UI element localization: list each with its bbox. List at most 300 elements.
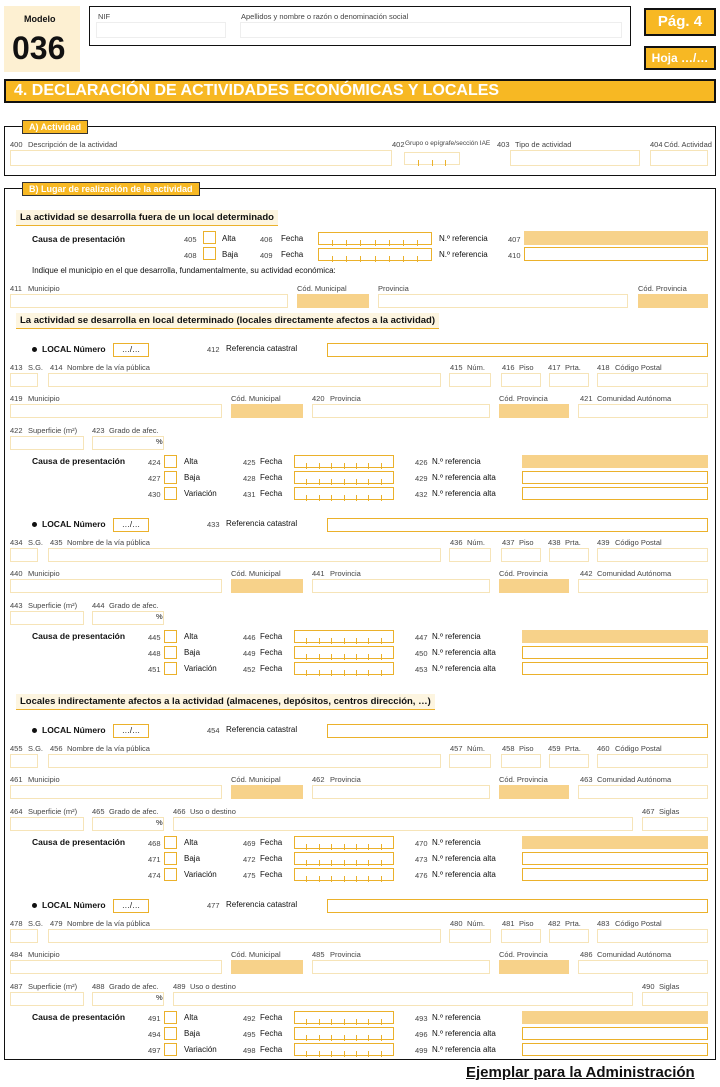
local3-prta-field[interactable] <box>549 754 589 768</box>
local1-n-rv: 432 <box>415 490 428 499</box>
local3-sg-label: S.G. <box>28 744 44 753</box>
local4-nref-variacion-field[interactable] <box>522 1043 708 1056</box>
local1-n-sg: 413 <box>10 363 23 372</box>
local3-siglas-label: Siglas <box>659 807 680 816</box>
local4-codmun-field[interactable] <box>231 960 303 974</box>
local4-cp-label: Código Postal <box>615 919 662 928</box>
local3-n-grado: 465 <box>92 807 105 816</box>
local4-codprov-field[interactable] <box>499 960 569 974</box>
local1-n-refcat: 412 <box>207 345 220 354</box>
fuera-codprov-label: Cód. Provincia <box>638 284 687 293</box>
local3-grado-field[interactable] <box>92 817 164 831</box>
local4-title: LOCAL Número <box>42 900 106 910</box>
local1-codmun-field[interactable] <box>231 404 303 418</box>
local1-variacion-label: Variación <box>184 489 217 498</box>
local1-codprov-field[interactable] <box>499 404 569 418</box>
fuera-codprov-field[interactable] <box>638 294 708 308</box>
local3-codprov-field[interactable] <box>499 785 569 799</box>
grupo-label: Grupo o epígrafe/sección IAE <box>405 140 491 147</box>
fuera-municipio-label: Municipio <box>28 284 60 293</box>
local3-cp-label: Código Postal <box>615 744 662 753</box>
local2-fecha-alta-field[interactable] <box>294 630 394 643</box>
n404: 404 <box>650 140 663 149</box>
local3-provincia-field[interactable] <box>312 785 490 799</box>
local4-grado-field[interactable] <box>92 992 164 1006</box>
local2-refcat-label: Referencia catastral <box>226 519 298 528</box>
local4-n-rv: 499 <box>415 1046 428 1055</box>
local3-sup-label: Superficie (m²) <box>28 807 78 816</box>
local1-num-label: Núm. <box>467 363 485 372</box>
local1-fecha-alta-label: Fecha <box>260 457 283 466</box>
local4-sg-label: S.G. <box>28 919 44 928</box>
local2-nref-alta-label: N.º referencia <box>432 632 481 641</box>
local1-n-fv: 431 <box>243 490 256 499</box>
local4-siglas-label: Siglas <box>659 982 680 991</box>
local3-superficie-field[interactable] <box>10 817 84 831</box>
local2-grado-field[interactable] <box>92 611 164 625</box>
local1-num-field[interactable] <box>449 373 491 387</box>
local4-n-cp: 483 <box>597 919 610 928</box>
local1-codprov-label: Cód. Provincia <box>499 394 548 403</box>
local2-nref-alta-field[interactable] <box>522 630 708 643</box>
local1-baja-checkbox[interactable] <box>164 471 177 484</box>
local2-n-fv: 452 <box>243 665 256 674</box>
local4-fecha-variacion-field[interactable] <box>294 1043 394 1056</box>
local4-siglas-field[interactable] <box>642 992 708 1006</box>
local2-sg-label: S.G. <box>28 538 44 547</box>
local4-baja-label: Baja <box>184 1029 201 1038</box>
local3-sg-field[interactable] <box>10 754 38 768</box>
local1-fecha-baja-label: Fecha <box>260 473 283 482</box>
local1-nref-baja-field[interactable] <box>522 471 708 484</box>
local4-n-alta: 491 <box>148 1014 161 1023</box>
fuera-causa-label: Causa de presentación <box>32 234 126 244</box>
fuera-baja-checkbox[interactable] <box>203 247 216 260</box>
fuera-fecha-alta-label: Fecha <box>281 234 304 243</box>
local2-provincia-field[interactable] <box>312 579 490 593</box>
local4-codprov-label: Cód. Provincia <box>499 950 548 959</box>
local4-n-siglas: 490 <box>642 982 655 991</box>
local3-n-siglas: 467 <box>642 807 655 816</box>
local2-n-piso: 437 <box>502 538 515 547</box>
local2-baja-checkbox[interactable] <box>164 646 177 659</box>
local1-piso-field[interactable] <box>501 373 541 387</box>
local2-baja-label: Baja <box>184 648 201 657</box>
local2-n-sup: 443 <box>10 601 23 610</box>
fuera-baja-label: Baja <box>222 250 239 259</box>
local1-nref-baja-label: N.º referencia alta <box>432 473 496 482</box>
local2-refcat-field[interactable] <box>327 518 708 532</box>
local2-prta-label: Prta. <box>565 538 581 547</box>
local4-piso-field[interactable] <box>501 929 541 943</box>
local1-n-cp: 418 <box>597 363 610 372</box>
local3-n-fv: 475 <box>243 871 256 880</box>
fuera-provincia-label: Provincia <box>378 284 409 293</box>
n411: 411 <box>10 284 22 293</box>
local3-n-sup: 464 <box>10 807 23 816</box>
local1-sg-label: S.G. <box>28 363 44 372</box>
local1-n-piso: 416 <box>502 363 515 372</box>
local3-n-rb: 473 <box>415 855 428 864</box>
local2-municipio-field[interactable] <box>10 579 222 593</box>
grupo-field[interactable] <box>404 152 460 165</box>
cod-field[interactable] <box>650 150 708 166</box>
desc-label: Descripción de la actividad <box>28 140 118 149</box>
fuera-nref-baja-label: N.º referencia <box>439 250 488 259</box>
local2-piso-label: Piso <box>519 538 534 547</box>
local3-variacion-label: Variación <box>184 870 217 879</box>
local4-alta-label: Alta <box>184 1013 198 1022</box>
fuera-indique-text: Indique el municipio en el que desarrolla, fundamentalmente, su actividad económica: <box>32 266 336 275</box>
local2-title: LOCAL Número <box>42 519 106 529</box>
local1-variacion-checkbox[interactable] <box>164 487 177 500</box>
local1-n-ccaa: 421 <box>580 394 593 403</box>
local3-n-ccaa: 463 <box>580 775 593 784</box>
local4-refcat-field[interactable] <box>327 899 708 913</box>
local2-n-refcat: 433 <box>207 520 220 529</box>
local1-n-ra: 426 <box>415 458 428 467</box>
local2-sup-label: Superficie (m²) <box>28 601 78 610</box>
fuera-codmun-field[interactable] <box>297 294 369 308</box>
local4-n-via: 479 <box>50 919 63 928</box>
local4-n-grado: 488 <box>92 982 105 991</box>
local2-ccaa-field[interactable] <box>578 579 708 593</box>
local3-uso-field[interactable] <box>173 817 633 831</box>
local3-prta-label: Prta. <box>565 744 581 753</box>
local3-n-via: 456 <box>50 744 63 753</box>
local1-nref-alta-label: N.º referencia <box>432 457 481 466</box>
local2-nref-variacion-label: N.º referencia alta <box>432 664 496 673</box>
local1-baja-label: Baja <box>184 473 201 482</box>
local1-n-alta: 424 <box>148 458 161 467</box>
fuera-nref-baja-field[interactable] <box>524 247 708 261</box>
local2-sg-field[interactable] <box>10 548 38 562</box>
actividad-tab: A) Actividad <box>22 120 88 134</box>
local1-title: LOCAL Número <box>42 344 106 354</box>
local4-uso-field[interactable] <box>173 992 633 1006</box>
local2-codprov-label: Cód. Provincia <box>499 569 548 578</box>
local4-via-field[interactable] <box>48 929 441 943</box>
local3-n-cp: 460 <box>597 744 610 753</box>
local4-n-var: 497 <box>148 1046 161 1055</box>
local1-n-via: 414 <box>50 363 63 372</box>
local4-superficie-field[interactable] <box>10 992 84 1006</box>
local1-refcat-label: Referencia catastral <box>226 344 298 353</box>
local3-codprov-label: Cód. Provincia <box>499 775 548 784</box>
n403: 403 <box>497 140 510 149</box>
local4-n-fa: 492 <box>243 1014 256 1023</box>
local3-n-prta: 459 <box>548 744 561 753</box>
local3-num-field[interactable] <box>449 754 491 768</box>
local2-n-ccaa: 442 <box>580 569 593 578</box>
local3-n-mun: 461 <box>10 775 23 784</box>
local3-alta-label: Alta <box>184 838 198 847</box>
local1-ccaa-field[interactable] <box>578 404 708 418</box>
local2-superficie-field[interactable] <box>10 611 84 625</box>
local3-municipio-field[interactable] <box>10 785 222 799</box>
local2-variacion-checkbox[interactable] <box>164 662 177 675</box>
bullet-icon <box>32 522 37 527</box>
local1-cp-label: Código Postal <box>615 363 662 372</box>
local3-nref-baja-label: N.º referencia alta <box>432 854 496 863</box>
local4-num-field[interactable] <box>449 929 491 943</box>
local1-number-pill[interactable]: …/… <box>113 343 149 357</box>
local1-grado-label: Grado de afec. <box>109 426 159 435</box>
local2-n-via: 435 <box>50 538 63 547</box>
desc-field[interactable] <box>10 150 392 166</box>
local3-nref-variacion-field[interactable] <box>522 868 708 881</box>
local2-n-rv: 453 <box>415 665 428 674</box>
local4-n-sup: 487 <box>10 982 23 991</box>
local-title: La actividad se desarrolla en local determinado (locales directamente afectos a la actividad) <box>16 313 439 329</box>
local4-fecha-baja-label: Fecha <box>260 1029 283 1038</box>
local3-n-prov: 462 <box>312 775 325 784</box>
fuera-nref-alta-field[interactable] <box>524 231 708 245</box>
local2-fecha-baja-label: Fecha <box>260 648 283 657</box>
local4-n-prov: 485 <box>312 950 325 959</box>
local3-baja-label: Baja <box>184 854 201 863</box>
local1-prta-label: Prta. <box>565 363 581 372</box>
local2-alta-label: Alta <box>184 632 198 641</box>
local1-municipio-field[interactable] <box>10 404 222 418</box>
local1-nref-alta-field[interactable] <box>522 455 708 468</box>
nombre-field[interactable] <box>240 22 622 38</box>
local3-num-label: Núm. <box>467 744 485 753</box>
local3-refcat-field[interactable] <box>327 724 708 738</box>
local1-fecha-baja-field[interactable] <box>294 471 394 484</box>
local2-via-field[interactable] <box>48 548 441 562</box>
local2-n-alta: 445 <box>148 633 161 642</box>
local3-via-field[interactable] <box>48 754 441 768</box>
local3-fecha-baja-field[interactable] <box>294 852 394 865</box>
local3-n-baja: 471 <box>148 855 161 864</box>
local3-prov-label: Provincia <box>330 775 361 784</box>
local2-nref-variacion-field[interactable] <box>522 662 708 675</box>
local1-n-fb: 428 <box>243 474 256 483</box>
local4-fecha-alta-field[interactable] <box>294 1011 394 1024</box>
local4-n-ccaa: 486 <box>580 950 593 959</box>
local1-fecha-alta-field[interactable] <box>294 455 394 468</box>
local3-nref-alta-label: N.º referencia <box>432 838 481 847</box>
local3-grado-label: Grado de afec. <box>109 807 159 816</box>
local4-provincia-field[interactable] <box>312 960 490 974</box>
fuera-nref-label: N.º referencia <box>439 234 488 243</box>
local4-variacion-checkbox[interactable] <box>164 1043 177 1056</box>
local1-alta-checkbox[interactable] <box>164 455 177 468</box>
local2-prta-field[interactable] <box>549 548 589 562</box>
local1-n-grado: 423 <box>92 426 105 435</box>
local3-n-fa: 469 <box>243 839 256 848</box>
fuera-fecha-baja-field[interactable] <box>318 248 432 261</box>
local3-alta-checkbox[interactable] <box>164 836 177 849</box>
local1-refcat-field[interactable] <box>327 343 708 357</box>
local1-prta-field[interactable] <box>549 373 589 387</box>
local3-pct: % <box>156 818 163 827</box>
local4-n-sg: 478 <box>10 919 23 928</box>
local4-uso-label: Uso o destino <box>190 982 236 991</box>
local2-nref-baja-label: N.º referencia alta <box>432 648 496 657</box>
local4-nref-alta-field[interactable] <box>522 1011 708 1024</box>
section-title: 4. DECLARACIÓN DE ACTIVIDADES ECONÓMICAS Y LOCALES <box>4 79 716 103</box>
local3-fecha-alta-field[interactable] <box>294 836 394 849</box>
local2-causa-label: Causa de presentación <box>32 631 126 641</box>
local2-n-cp: 439 <box>597 538 610 547</box>
local4-cp-field[interactable] <box>597 929 708 943</box>
local1-n-prov: 420 <box>312 394 325 403</box>
local2-n-baja: 448 <box>148 649 161 658</box>
local3-title: LOCAL Número <box>42 725 106 735</box>
local3-ccaa-field[interactable] <box>578 785 708 799</box>
local2-n-rb: 450 <box>415 649 428 658</box>
local1-via-label: Nombre de la vía pública <box>67 363 150 372</box>
local3-codmun-label: Cód. Municipal <box>231 775 281 784</box>
local4-baja-checkbox[interactable] <box>164 1027 177 1040</box>
local3-n-refcat: 454 <box>207 726 220 735</box>
local3-mun-label: Municipio <box>28 775 60 784</box>
local4-n-uso: 489 <box>173 982 186 991</box>
local2-via-label: Nombre de la vía pública <box>67 538 150 547</box>
local4-nref-variacion-label: N.º referencia alta <box>432 1045 496 1054</box>
bullet-icon <box>32 347 37 352</box>
n405: 405 <box>184 235 197 244</box>
local3-n-sg: 455 <box>10 744 23 753</box>
local2-nref-baja-field[interactable] <box>522 646 708 659</box>
local2-fecha-variacion-field[interactable] <box>294 662 394 675</box>
local3-fecha-variacion-field[interactable] <box>294 868 394 881</box>
local3-n-uso: 466 <box>173 807 186 816</box>
local2-fecha-alta-label: Fecha <box>260 632 283 641</box>
bullet-icon <box>32 728 37 733</box>
fuera-codmun-label: Cód. Municipal <box>297 284 347 293</box>
local2-codprov-field[interactable] <box>499 579 569 593</box>
local3-fecha-variacion-label: Fecha <box>260 870 283 879</box>
local3-via-label: Nombre de la vía pública <box>67 744 150 753</box>
tipo-field[interactable] <box>510 150 640 166</box>
fuera-fecha-alta-field[interactable] <box>318 232 432 245</box>
local2-n-prov: 441 <box>312 569 325 578</box>
n407: 407 <box>508 235 521 244</box>
local4-alta-checkbox[interactable] <box>164 1011 177 1024</box>
local2-cp-field[interactable] <box>597 548 708 562</box>
local2-num-field[interactable] <box>449 548 491 562</box>
local4-ccaa-field[interactable] <box>578 960 708 974</box>
local4-sg-field[interactable] <box>10 929 38 943</box>
nif-label: NIF <box>98 12 111 21</box>
local1-grado-field[interactable] <box>92 436 164 450</box>
local3-nref-baja-field[interactable] <box>522 852 708 865</box>
local4-n-fb: 495 <box>243 1030 256 1039</box>
local1-prov-label: Provincia <box>330 394 361 403</box>
local4-n-ra: 493 <box>415 1014 428 1023</box>
local1-codmun-label: Cód. Municipal <box>231 394 281 403</box>
n402: 402 <box>392 140 405 149</box>
tipo-label: Tipo de actividad <box>515 140 572 149</box>
local4-fecha-variacion-label: Fecha <box>260 1045 283 1054</box>
local3-ccaa-label: Comunidad Autónoma <box>597 775 672 784</box>
local3-codmun-field[interactable] <box>231 785 303 799</box>
local1-superficie-field[interactable] <box>10 436 84 450</box>
local2-n-grado: 444 <box>92 601 105 610</box>
local4-n-baja: 494 <box>148 1030 161 1039</box>
local2-fecha-variacion-label: Fecha <box>260 664 283 673</box>
local2-n-ra: 447 <box>415 633 428 642</box>
local3-siglas-field[interactable] <box>642 817 708 831</box>
fuera-alta-checkbox[interactable] <box>203 231 216 244</box>
local2-alta-checkbox[interactable] <box>164 630 177 643</box>
local3-uso-label: Uso o destino <box>190 807 236 816</box>
nif-field[interactable] <box>96 22 226 38</box>
local1-n-prta: 417 <box>548 363 561 372</box>
local1-fecha-variacion-field[interactable] <box>294 487 394 500</box>
local3-fecha-alta-label: Fecha <box>260 838 283 847</box>
fuera-municipio-field[interactable] <box>10 294 288 308</box>
local4-variacion-label: Variación <box>184 1045 217 1054</box>
local2-variacion-label: Variación <box>184 664 217 673</box>
local3-baja-checkbox[interactable] <box>164 852 177 865</box>
local1-sg-field[interactable] <box>10 373 38 387</box>
local3-piso-field[interactable] <box>501 754 541 768</box>
local2-n-var: 451 <box>148 665 161 674</box>
local2-n-fb: 449 <box>243 649 256 658</box>
local2-piso-field[interactable] <box>501 548 541 562</box>
local2-codmun-label: Cód. Municipal <box>231 569 281 578</box>
local1-ccaa-label: Comunidad Autónoma <box>597 394 672 403</box>
local1-alta-label: Alta <box>184 457 198 466</box>
local2-num-label: Núm. <box>467 538 485 547</box>
local1-n-num: 415 <box>450 363 463 372</box>
bullet-icon <box>32 903 37 908</box>
local1-mun-label: Municipio <box>28 394 60 403</box>
local1-cp-field[interactable] <box>597 373 708 387</box>
local4-n-piso: 481 <box>502 919 515 928</box>
local1-n-fa: 425 <box>243 458 256 467</box>
local2-codmun-field[interactable] <box>231 579 303 593</box>
local1-causa-label: Causa de presentación <box>32 456 126 466</box>
local4-mun-label: Municipio <box>28 950 60 959</box>
local4-n-prta: 482 <box>548 919 561 928</box>
local2-prov-label: Provincia <box>330 569 361 578</box>
local3-number-pill[interactable]: …/… <box>113 724 149 738</box>
local4-number-pill[interactable]: …/… <box>113 899 149 913</box>
local2-pct: % <box>156 612 163 621</box>
local3-refcat-label: Referencia catastral <box>226 725 298 734</box>
local1-via-field[interactable] <box>48 373 441 387</box>
local3-n-alta: 468 <box>148 839 161 848</box>
local2-number-pill[interactable]: …/… <box>113 518 149 532</box>
local3-causa-label: Causa de presentación <box>32 837 126 847</box>
local2-n-mun: 440 <box>10 569 23 578</box>
local3-n-num: 457 <box>450 744 463 753</box>
local4-nref-baja-field[interactable] <box>522 1027 708 1040</box>
local3-nref-alta-field[interactable] <box>522 836 708 849</box>
local3-variacion-checkbox[interactable] <box>164 868 177 881</box>
local4-pct: % <box>156 993 163 1002</box>
local1-nref-variacion-field[interactable] <box>522 487 708 500</box>
local1-provincia-field[interactable] <box>312 404 490 418</box>
cod-label: Cód. Actividad <box>664 140 712 149</box>
local4-fecha-baja-field[interactable] <box>294 1027 394 1040</box>
fuera-fecha-baja-label: Fecha <box>281 250 304 259</box>
local4-prta-field[interactable] <box>549 929 589 943</box>
local4-municipio-field[interactable] <box>10 960 222 974</box>
local4-causa-label: Causa de presentación <box>32 1012 126 1022</box>
local2-fecha-baja-field[interactable] <box>294 646 394 659</box>
local3-cp-field[interactable] <box>597 754 708 768</box>
local2-n-prta: 438 <box>548 538 561 547</box>
local4-n-fv: 498 <box>243 1046 256 1055</box>
local4-n-mun: 484 <box>10 950 23 959</box>
fuera-provincia-field[interactable] <box>378 294 628 308</box>
